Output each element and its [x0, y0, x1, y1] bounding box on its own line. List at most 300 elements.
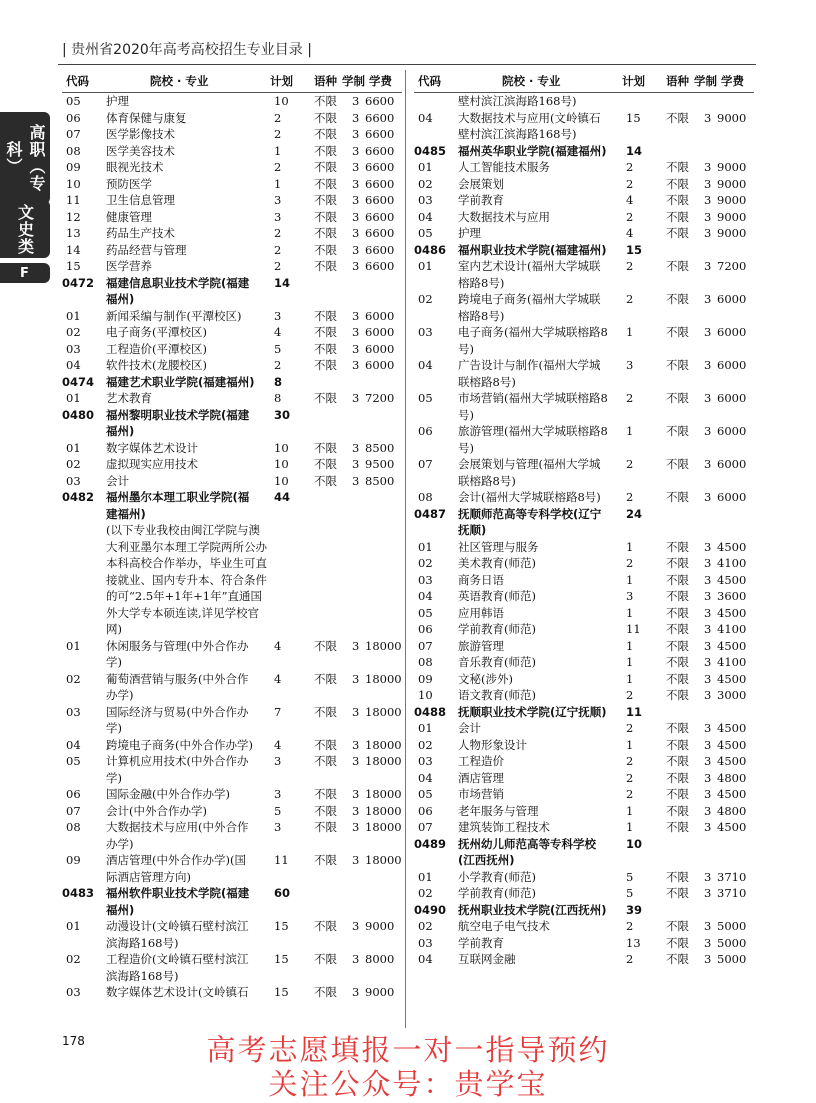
- row-code: 04: [418, 589, 433, 603]
- row-name: 学前教育: [458, 193, 504, 207]
- row-code: 01: [418, 160, 433, 174]
- row-years: 3: [704, 292, 712, 306]
- row-plan: 7: [274, 704, 282, 719]
- row-code: 08: [66, 820, 81, 834]
- row-code: 03: [418, 572, 433, 587]
- header-name: 院校 · 专业: [150, 74, 209, 88]
- row-lang: 不限: [666, 209, 689, 224]
- side-tab-level: 高职（专科）: [0, 112, 50, 204]
- row-fee: 6600: [365, 242, 395, 257]
- major-row: [62, 242, 402, 259]
- row-years: 3: [704, 770, 712, 785]
- row-years: 3: [704, 622, 712, 636]
- row-plan: 1: [626, 671, 634, 686]
- row-name: 学前教育(师范): [458, 886, 536, 900]
- row-fee: 4500: [717, 671, 747, 686]
- row-code: 04: [66, 358, 81, 372]
- row-lang: 不限: [666, 803, 689, 818]
- major-row: [414, 654, 754, 671]
- row-name: 壁村滨江滨海路168号): [458, 94, 577, 108]
- row-lang: 不限: [666, 869, 689, 884]
- row-years: 3: [704, 935, 712, 950]
- row-fee: 9000: [717, 209, 747, 224]
- row-code: 07: [418, 820, 433, 834]
- row-fee: 6000: [717, 391, 747, 405]
- row-name: 文秘(涉外): [458, 671, 513, 686]
- row-fee: 9000: [717, 226, 747, 240]
- row-fee: 4500: [717, 638, 747, 653]
- row-fee: 3710: [717, 886, 747, 900]
- row-name: 葡萄酒营销与服务(中外合作办学): [106, 671, 249, 702]
- row-name: 预防医学: [106, 176, 152, 191]
- row-plan: 3: [274, 787, 282, 801]
- row-fee: 6600: [365, 193, 395, 207]
- row-code: 03: [66, 341, 81, 356]
- row-plan: 1: [626, 539, 634, 554]
- row-code: 02: [66, 457, 81, 471]
- row-lang: 不限: [666, 935, 689, 950]
- column-divider: [405, 70, 406, 1028]
- school-row: [62, 407, 402, 440]
- row-name: 美术教育(师范): [458, 556, 536, 570]
- row-lang: 不限: [666, 424, 689, 438]
- row-plan: 8: [274, 374, 283, 389]
- major-row: [62, 704, 402, 737]
- major-row: [414, 192, 754, 209]
- header-title: 贵州省2020年高考高校招生专业目录: [71, 42, 303, 58]
- major-row: [62, 176, 402, 193]
- row-plan: 8: [274, 391, 282, 405]
- row-years: 3: [352, 737, 360, 752]
- row-name: 酒店管理(中外合作办学)(国际酒店管理方向): [106, 853, 246, 884]
- row-lang: 不限: [314, 127, 337, 141]
- row-fee: 6000: [365, 325, 395, 339]
- row-lang: 不限: [666, 572, 689, 587]
- header-fee: 学费: [369, 74, 392, 88]
- row-plan: 2: [626, 787, 634, 801]
- row-code: 06: [66, 787, 81, 801]
- row-fee: 5000: [717, 952, 747, 966]
- row-fee: 9500: [365, 457, 395, 471]
- row-code: 02: [66, 952, 81, 966]
- row-years: 3: [352, 358, 360, 372]
- row-name: 小学教育(师范): [458, 869, 536, 884]
- row-fee: 6000: [365, 358, 395, 372]
- row-lang: 不限: [666, 919, 689, 933]
- row-fee: 5000: [717, 919, 747, 933]
- row-lang: 不限: [314, 754, 337, 768]
- row-lang: 不限: [666, 226, 689, 240]
- row-years: 3: [704, 655, 712, 669]
- row-years: 3: [704, 671, 712, 686]
- row-name: 跨境电子商务(中外合作办学): [106, 737, 253, 752]
- row-fee: 6600: [365, 143, 395, 158]
- row-name: 健康管理: [106, 209, 152, 224]
- major-row: [414, 605, 754, 622]
- row-name: 会计: [458, 721, 481, 735]
- major-row: [414, 786, 754, 803]
- row-name: 抚顺师范高等专科学校(辽宁抚顺): [458, 506, 602, 537]
- row-code: 08: [418, 655, 433, 669]
- row-fee: 18000: [365, 704, 402, 719]
- row-plan: 2: [274, 127, 282, 141]
- row-lang: 不限: [666, 325, 689, 339]
- row-lang: 不限: [314, 325, 337, 339]
- row-plan: 24: [626, 506, 643, 521]
- major-row: [414, 621, 754, 638]
- row-name: 建筑装饰工程技术: [458, 820, 550, 834]
- row-plan: 4: [626, 226, 634, 240]
- row-years: 3: [704, 737, 712, 752]
- row-fee: 6000: [365, 308, 395, 323]
- row-years: 3: [704, 325, 712, 339]
- row-name: 护理: [458, 226, 481, 240]
- row-lang: 不限: [314, 952, 337, 966]
- row-name: 学前教育: [458, 935, 504, 950]
- row-lang: 不限: [666, 886, 689, 900]
- row-name: 酒店管理: [458, 770, 504, 785]
- major-row: [414, 225, 754, 242]
- header-rule: [58, 64, 756, 65]
- major-row: [62, 225, 402, 242]
- header-plan: 计划: [270, 74, 293, 88]
- major-row: [62, 456, 402, 473]
- row-name: 电子商务(平潭校区): [106, 325, 207, 339]
- major-row: [62, 918, 402, 951]
- row-code: 01: [418, 539, 433, 554]
- row-lang: 不限: [314, 176, 337, 191]
- row-code: 02: [66, 671, 81, 686]
- row-fee: 8500: [365, 473, 395, 488]
- row-name: 眼视光技术: [106, 160, 164, 174]
- row-plan: 1: [274, 143, 282, 158]
- row-lang: 不限: [666, 605, 689, 620]
- row-years: 3: [704, 638, 712, 653]
- row-code: 02: [418, 886, 433, 900]
- watermark-line-2: 关注公众号：贵学宝: [268, 1067, 548, 1101]
- row-name: 休闲服务与管理(中外合作办学): [106, 638, 249, 669]
- row-lang: 不限: [314, 358, 337, 372]
- row-code: 0472: [62, 275, 95, 290]
- row-years: 3: [352, 391, 360, 405]
- row-name: (以下专业我校由闽江学院与澳大利亚墨尔本理工学院两所公办本科高校合作举办，毕业生可直接就业、国内专升本、符合条件的可“2.5年+1年+1年”直通国外大学专本硕连读,详见学校官网): [106, 523, 267, 636]
- row-lang: 不限: [314, 704, 337, 719]
- row-years: 3: [352, 110, 360, 125]
- row-plan: 1: [274, 176, 282, 191]
- row-years: 3: [352, 671, 360, 686]
- row-name: 互联网金融: [458, 952, 516, 966]
- row-code: 02: [418, 919, 433, 933]
- row-plan: 2: [626, 259, 634, 273]
- row-lang: 不限: [666, 259, 689, 273]
- row-plan: 3: [274, 193, 282, 207]
- row-name: 抚顺职业技术学院(辽宁抚顺): [458, 704, 607, 719]
- row-name: 航空电子电气技术: [458, 919, 550, 933]
- row-years: 3: [352, 341, 360, 356]
- row-years: 3: [704, 160, 712, 174]
- row-years: 3: [704, 226, 712, 240]
- school-row: [414, 143, 754, 160]
- major-row: [414, 423, 754, 456]
- row-plan: 5: [274, 803, 282, 818]
- row-name: 艺术教育: [106, 391, 152, 405]
- row-lang: 不限: [314, 473, 337, 488]
- row-plan: 2: [626, 770, 634, 785]
- row-lang: 不限: [666, 655, 689, 669]
- row-fee: 3710: [717, 869, 747, 884]
- row-plan: 1: [626, 424, 634, 438]
- major-row: [62, 753, 402, 786]
- row-name: 福建艺术职业学院(福建福州): [106, 374, 255, 389]
- major-row: [414, 539, 754, 556]
- row-lang: 不限: [666, 556, 689, 570]
- row-lang: 不限: [314, 737, 337, 752]
- row-years: 3: [352, 325, 360, 339]
- row-years: 3: [352, 919, 360, 933]
- row-plan: 3: [274, 754, 282, 768]
- row-fee: 4800: [717, 770, 747, 785]
- row-years: 3: [352, 853, 360, 867]
- row-plan: 39: [626, 902, 643, 917]
- row-lang: 不限: [666, 754, 689, 768]
- major-row: [62, 638, 402, 671]
- major-row: [414, 638, 754, 655]
- row-name: 大数据技术与应用(文岭镇石壁村滨江滨海路168号): [458, 110, 601, 141]
- major-row: [62, 852, 402, 885]
- row-years: 3: [704, 803, 712, 818]
- row-years: 3: [352, 242, 360, 257]
- row-plan: 1: [626, 325, 634, 339]
- left-column: [62, 70, 402, 1001]
- major-row: [414, 737, 754, 754]
- row-code: 10: [66, 176, 81, 191]
- row-years: 3: [704, 424, 712, 438]
- row-lang: 不限: [666, 160, 689, 174]
- row-years: 3: [704, 886, 712, 900]
- row-fee: 7200: [717, 259, 747, 273]
- major-row: [414, 885, 754, 902]
- row-fee: 6000: [365, 341, 395, 356]
- row-plan: 44: [274, 490, 291, 504]
- row-name: 学前教育(师范): [458, 622, 536, 636]
- row-name: 福州墨尔本理工职业学院(福建福州): [106, 490, 250, 521]
- major-row: [414, 357, 754, 390]
- major-row: [62, 737, 402, 754]
- row-fee: 4500: [717, 721, 747, 735]
- row-code: 02: [418, 737, 433, 752]
- row-code: 01: [418, 721, 433, 735]
- row-name: 抚州职业技术学院(江西抚州): [458, 902, 607, 917]
- row-years: 3: [352, 440, 360, 455]
- row-name: 福建信息职业技术学院(福建福州): [106, 275, 250, 306]
- row-lang: 不限: [314, 440, 337, 455]
- row-code: 03: [418, 325, 433, 339]
- major-row: [414, 489, 754, 506]
- row-name: 工程造价(平潭校区): [106, 341, 207, 356]
- row-code: 0474: [62, 374, 95, 389]
- row-plan: 15: [274, 919, 289, 933]
- major-row: [414, 159, 754, 176]
- row-years: 3: [704, 556, 712, 570]
- row-lang: 不限: [666, 671, 689, 686]
- row-plan: 2: [274, 358, 282, 372]
- header-years: 学制: [694, 74, 717, 88]
- major-row: [62, 126, 402, 143]
- right-column-header: [414, 70, 754, 93]
- major-row: [62, 341, 402, 358]
- major-row: [414, 110, 754, 143]
- major-row: [62, 473, 402, 490]
- row-plan: 10: [274, 440, 289, 455]
- row-fee: 8000: [365, 952, 395, 966]
- row-name: 福州职业技术学院(福建福州): [458, 242, 607, 257]
- row-years: 3: [704, 721, 712, 735]
- row-years: 3: [704, 209, 712, 224]
- row-lang: 不限: [666, 721, 689, 735]
- row-code: 12: [66, 209, 81, 224]
- row-code: 04: [418, 952, 433, 966]
- major-row: [414, 258, 754, 291]
- row-years: 3: [352, 803, 360, 818]
- row-code: 10: [418, 688, 433, 702]
- row-lang: 不限: [314, 226, 337, 240]
- row-code: 04: [418, 209, 433, 224]
- row-years: 3: [352, 638, 360, 653]
- row-code: 06: [66, 110, 81, 125]
- row-plan: 2: [626, 292, 634, 306]
- row-years: 3: [352, 985, 360, 999]
- row-name: 福州软件职业技术学院(福建福州): [106, 886, 250, 917]
- row-fee: 4100: [717, 556, 747, 570]
- row-plan: 2: [274, 259, 282, 273]
- header-lang: 语种: [666, 74, 689, 88]
- row-fee: 6000: [717, 424, 747, 438]
- school-row: [414, 506, 754, 539]
- row-plan: 15: [274, 985, 289, 999]
- row-plan: 4: [274, 638, 282, 653]
- row-plan: 10: [274, 473, 289, 488]
- row-plan: 1: [626, 605, 634, 620]
- row-name: 电子商务(福州大学城联榕路8号): [458, 325, 608, 356]
- row-years: 3: [352, 226, 360, 240]
- row-plan: 2: [626, 919, 634, 933]
- row-fee: 4800: [717, 803, 747, 818]
- major-row: [62, 192, 402, 209]
- row-code: 0489: [414, 836, 447, 851]
- row-code: 04: [418, 358, 433, 372]
- row-plan: 3: [626, 589, 634, 603]
- row-name: 人物形象设计: [458, 737, 527, 752]
- header-code: 代码: [418, 74, 441, 88]
- major-row: [62, 143, 402, 160]
- row-fee: 9000: [717, 193, 747, 207]
- major-row: [62, 209, 402, 226]
- row-years: 3: [352, 259, 360, 273]
- row-name: 旅游管理(福州大学城联榕路8号): [458, 424, 608, 455]
- row-fee: 9000: [717, 110, 747, 125]
- row-plan: 2: [626, 556, 634, 570]
- row-name: 会计(福州大学城联榕路8号): [458, 490, 601, 504]
- row-fee: 6000: [717, 490, 747, 504]
- row-code: 09: [418, 671, 433, 686]
- row-code: 01: [66, 919, 81, 933]
- row-fee: 9000: [717, 176, 747, 191]
- row-fee: 4500: [717, 754, 747, 768]
- note-row: [62, 522, 402, 638]
- major-row: [414, 869, 754, 886]
- row-fee: 18000: [365, 638, 402, 653]
- row-fee: 6600: [365, 176, 395, 191]
- row-code: 07: [66, 803, 81, 818]
- right-rows: [414, 93, 754, 968]
- row-code: 05: [66, 94, 81, 108]
- row-code: 03: [418, 754, 433, 768]
- header-lang: 语种: [314, 74, 337, 88]
- major-row: [414, 588, 754, 605]
- row-plan: 13: [626, 935, 641, 950]
- row-plan: 3: [274, 308, 282, 323]
- row-lang: 不限: [666, 539, 689, 554]
- major-row: [414, 555, 754, 572]
- left-column-header: [62, 70, 402, 93]
- row-code: 04: [418, 770, 433, 785]
- row-years: 3: [352, 209, 360, 224]
- major-row: [414, 390, 754, 423]
- row-fee: 7200: [365, 391, 395, 405]
- row-fee: 18000: [365, 853, 402, 867]
- row-fee: 3600: [717, 589, 747, 603]
- row-code: 02: [66, 325, 81, 339]
- row-plan: 4: [274, 671, 282, 686]
- row-plan: 14: [274, 275, 291, 290]
- row-code: 02: [418, 176, 433, 191]
- row-code: 0483: [62, 886, 95, 900]
- row-name: 应用韩语: [458, 605, 504, 620]
- row-code: 04: [418, 110, 433, 125]
- row-code: 05: [418, 391, 433, 405]
- row-years: 3: [704, 869, 712, 884]
- row-years: 3: [352, 457, 360, 471]
- row-code: 0488: [414, 704, 447, 719]
- major-row: [62, 390, 402, 407]
- row-plan: 3: [274, 209, 282, 224]
- row-name: 广告设计与制作(福州大学城联榕路8号): [458, 358, 601, 389]
- row-lang: 不限: [314, 820, 337, 834]
- row-code: 01: [66, 308, 81, 323]
- row-name: 虚拟现实应用技术: [106, 457, 198, 471]
- major-row: [414, 935, 754, 952]
- row-code: 05: [418, 787, 433, 801]
- row-plan: 1: [626, 638, 634, 653]
- row-lang: 不限: [666, 820, 689, 834]
- row-plan: 11: [274, 853, 289, 867]
- row-code: 14: [66, 242, 81, 257]
- row-plan: 1: [626, 820, 634, 834]
- row-name: 会计: [106, 473, 129, 488]
- row-lang: 不限: [314, 853, 337, 867]
- header-code: 代码: [66, 74, 89, 88]
- row-lang: 不限: [666, 622, 689, 636]
- running-header: | 贵州省2020年高考高校招生专业目录 |: [62, 42, 312, 58]
- row-code: 11: [66, 193, 81, 207]
- row-name: 卫生信息管理: [106, 193, 175, 207]
- row-plan: 1: [626, 737, 634, 752]
- row-name: 药品经营与管理: [106, 242, 187, 257]
- major-row: [62, 786, 402, 803]
- header-plan: 计划: [622, 74, 645, 88]
- row-lang: 不限: [314, 242, 337, 257]
- row-years: 3: [704, 490, 712, 504]
